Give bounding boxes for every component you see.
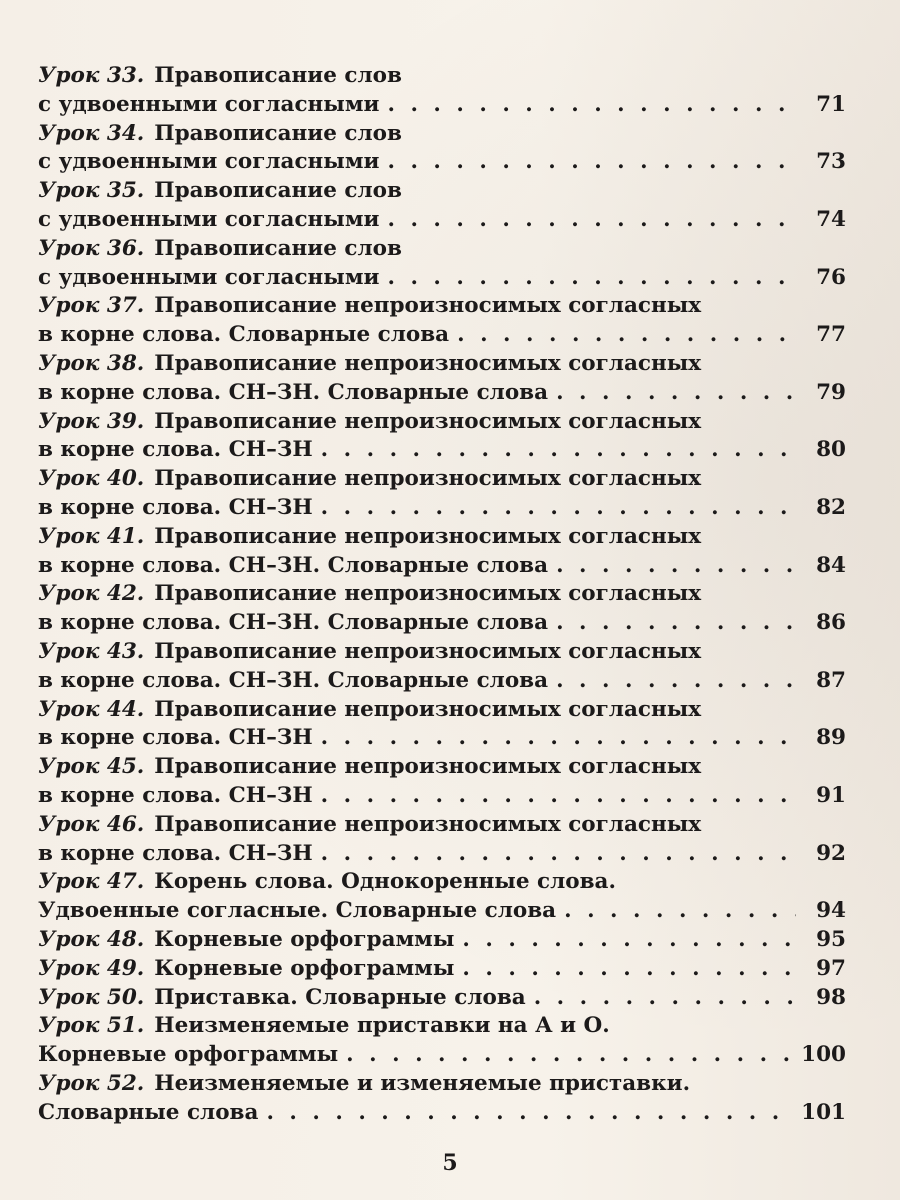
lesson-title-continuation: Словарные слова <box>38 1099 259 1125</box>
toc-entry-title-line <box>38 955 846 984</box>
lesson-title: Правописание непроизносимых согласных <box>154 638 702 664</box>
page-reference: 91 <box>816 782 846 808</box>
page-reference: 100 <box>801 1042 846 1068</box>
toc-entry <box>38 753 846 811</box>
lesson-number: Урок 40. <box>38 466 145 492</box>
toc-entry-title-line <box>38 580 846 609</box>
page-reference: 73 <box>816 149 846 175</box>
toc-entry-title-line <box>38 868 846 897</box>
toc-entry-continuation-line <box>38 667 846 696</box>
dot-leader <box>556 379 796 408</box>
dot-leader <box>556 667 796 696</box>
dot-leader <box>266 1099 793 1128</box>
page-reference: 71 <box>816 91 846 117</box>
lesson-title: Неизменяемые и изменяемые приставки. <box>154 1070 691 1096</box>
lesson-title: Правописание слов <box>154 235 402 261</box>
page-reference: 86 <box>816 610 846 636</box>
lesson-title: Правописание непроизносимых согласных <box>154 408 702 434</box>
lesson-title: Правописание непроизносимых согласных <box>154 466 702 492</box>
page-reference: 89 <box>816 725 846 751</box>
toc-entry-title-line <box>38 984 846 1013</box>
dot-leader <box>321 724 796 753</box>
toc-entry-title-line <box>38 926 846 955</box>
lesson-title-continuation: в корне слова. СН–ЗН <box>38 725 313 751</box>
lesson-title-continuation: в корне слова. СН–ЗН. Словарные слова <box>38 379 549 405</box>
lesson-number: Урок 35. <box>38 178 145 204</box>
dot-leader <box>387 91 796 120</box>
toc-entry-continuation-line <box>38 1041 846 1070</box>
lesson-title-continuation: в корне слова. Словарные слова <box>38 322 450 348</box>
lesson-number: Урок 44. <box>38 696 145 722</box>
page-reference: 84 <box>816 552 846 578</box>
toc-entry-title-line <box>38 177 846 206</box>
toc-entry <box>38 408 846 466</box>
toc-entry-continuation-line <box>38 897 846 926</box>
page-reference: 101 <box>801 1099 846 1125</box>
page-reference: 95 <box>816 926 846 952</box>
lesson-title-continuation: с удвоенными согласными <box>38 149 380 175</box>
toc-entry-continuation-line <box>38 840 846 869</box>
lesson-number: Урок 37. <box>38 293 145 319</box>
dot-leader <box>321 840 796 869</box>
toc-entry-continuation-line <box>38 782 846 811</box>
dot-leader <box>462 926 796 955</box>
toc-entry <box>38 1012 846 1070</box>
toc-entry-title-line <box>38 408 846 437</box>
table-of-contents <box>38 62 846 1127</box>
toc-entry <box>38 62 846 120</box>
toc-entry-continuation-line <box>38 321 846 350</box>
lesson-title-continuation: в корне слова. СН–ЗН <box>38 782 313 808</box>
page-reference: 92 <box>816 840 846 866</box>
lesson-number: Урок 52. <box>38 1070 145 1096</box>
lesson-title: Правописание слов <box>154 63 402 88</box>
lesson-number: Урок 45. <box>38 754 145 780</box>
lesson-title-continuation: с удвоенными согласными <box>38 264 380 290</box>
toc-entry-title-line <box>38 753 846 782</box>
dot-leader <box>556 609 796 638</box>
toc-entry-continuation-line <box>38 148 846 177</box>
toc-entry-title-line <box>38 350 846 379</box>
toc-entry <box>38 523 846 581</box>
toc-entry-continuation-line <box>38 552 846 581</box>
toc-entry-continuation-line <box>38 1099 846 1128</box>
toc-entry <box>38 292 846 350</box>
page-reference: 79 <box>816 379 846 405</box>
page-reference: 77 <box>816 322 846 348</box>
lesson-title: Корневые орфограммы <box>154 955 455 981</box>
toc-entry-continuation-line <box>38 436 846 465</box>
page-reference: 94 <box>816 898 846 924</box>
toc-entry <box>38 465 846 523</box>
dot-leader <box>564 897 796 926</box>
toc-entry <box>38 696 846 754</box>
toc-entry-continuation-line <box>38 494 846 523</box>
lesson-number: Урок 34. <box>38 120 145 146</box>
toc-entry-continuation-line <box>38 264 846 293</box>
page-reference: 97 <box>816 955 846 981</box>
lesson-title-continuation: Корневые орфограммы <box>38 1042 339 1068</box>
toc-entry <box>38 235 846 293</box>
toc-entry <box>38 1070 846 1128</box>
lesson-number: Урок 33. <box>38 63 145 88</box>
toc-entry <box>38 177 846 235</box>
toc-entry-title-line <box>38 811 846 840</box>
toc-entry <box>38 811 846 869</box>
dot-leader <box>346 1041 793 1070</box>
lesson-number: Урок 49. <box>38 955 145 981</box>
lesson-title: Приставка. Словарные слова <box>154 984 526 1010</box>
lesson-title-continuation: в корне слова. СН–ЗН. Словарные слова <box>38 552 549 578</box>
lesson-title-continuation: в корне слова. СН–ЗН. Словарные слова <box>38 667 549 693</box>
lesson-number: Урок 43. <box>38 638 145 664</box>
lesson-title-continuation: в корне слова. СН–ЗН <box>38 494 313 520</box>
lesson-number: Урок 41. <box>38 523 145 549</box>
lesson-number: Урок 36. <box>38 235 145 261</box>
lesson-title-continuation: в корне слова. СН–ЗН <box>38 840 313 866</box>
toc-entry-title-line <box>38 235 846 264</box>
lesson-title: Правописание непроизносимых согласных <box>154 581 702 607</box>
lesson-number: Урок 39. <box>38 408 145 434</box>
lesson-title: Корень слова. Однокоренные слова. <box>154 869 616 895</box>
lesson-title: Правописание непроизносимых согласных <box>154 811 702 837</box>
toc-entry-title-line <box>38 465 846 494</box>
lesson-title-continuation: в корне слова. СН–ЗН <box>38 437 313 463</box>
toc-entry-title-line <box>38 523 846 552</box>
page-reference: 87 <box>816 667 846 693</box>
lesson-title: Правописание непроизносимых согласных <box>154 293 702 319</box>
lesson-title: Правописание непроизносимых согласных <box>154 754 702 780</box>
toc-entry <box>38 120 846 178</box>
toc-entry <box>38 580 846 638</box>
dot-leader <box>387 264 796 293</box>
lesson-title: Правописание непроизносимых согласных <box>154 523 702 549</box>
toc-entry-title-line <box>38 292 846 321</box>
lesson-title: Неизменяемые приставки на А и О. <box>154 1013 610 1039</box>
lesson-number: Урок 46. <box>38 811 145 837</box>
page-reference: 76 <box>816 264 846 290</box>
dot-leader <box>457 321 796 350</box>
lesson-title: Правописание слов <box>154 178 402 204</box>
toc-entry-continuation-line <box>38 379 846 408</box>
lesson-title-continuation: в корне слова. СН–ЗН. Словарные слова <box>38 610 549 636</box>
toc-entry <box>38 984 846 1013</box>
lesson-number: Урок 47. <box>38 869 145 895</box>
toc-entry-title-line <box>38 62 846 91</box>
page-reference: 74 <box>816 206 846 232</box>
lesson-title-continuation: с удвоенными согласными <box>38 206 380 232</box>
toc-entry <box>38 926 846 955</box>
toc-entry-title-line <box>38 120 846 149</box>
toc-entry-title-line <box>38 1012 846 1041</box>
lesson-number: Урок 42. <box>38 581 145 607</box>
lesson-number: Урок 48. <box>38 926 145 952</box>
dot-leader <box>321 494 796 523</box>
lesson-title: Правописание непроизносимых согласных <box>154 350 702 376</box>
toc-entry-continuation-line <box>38 609 846 638</box>
page-reference: 80 <box>816 437 846 463</box>
page-reference: 98 <box>816 984 846 1010</box>
page-number: 5 <box>442 1150 458 1176</box>
dot-leader <box>462 955 796 984</box>
toc-entry <box>38 350 846 408</box>
dot-leader <box>556 552 796 581</box>
dot-leader <box>387 206 796 235</box>
toc-entry-continuation-line <box>38 91 846 120</box>
dot-leader <box>387 148 796 177</box>
lesson-number: Урок 38. <box>38 350 145 376</box>
toc-entry <box>38 638 846 696</box>
lesson-title: Правописание непроизносимых согласных <box>154 696 702 722</box>
dot-leader <box>321 436 796 465</box>
dot-leader <box>534 984 796 1013</box>
toc-entry-title-line <box>38 1070 846 1099</box>
toc-entry-continuation-line <box>38 724 846 753</box>
toc-entry-title-line <box>38 696 846 725</box>
lesson-title-continuation: с удвоенными согласными <box>38 91 380 117</box>
lesson-title: Правописание слов <box>154 120 402 146</box>
page-reference: 82 <box>816 494 846 520</box>
dot-leader <box>321 782 796 811</box>
lesson-title: Корневые орфограммы <box>154 926 455 952</box>
toc-entry-continuation-line <box>38 206 846 235</box>
toc-entry <box>38 868 846 926</box>
lesson-title-continuation: Удвоенные согласные. Словарные слова <box>38 898 557 924</box>
toc-entry <box>38 955 846 984</box>
lesson-number: Урок 50. <box>38 984 145 1010</box>
lesson-number: Урок 51. <box>38 1013 145 1039</box>
toc-entry-title-line <box>38 638 846 667</box>
